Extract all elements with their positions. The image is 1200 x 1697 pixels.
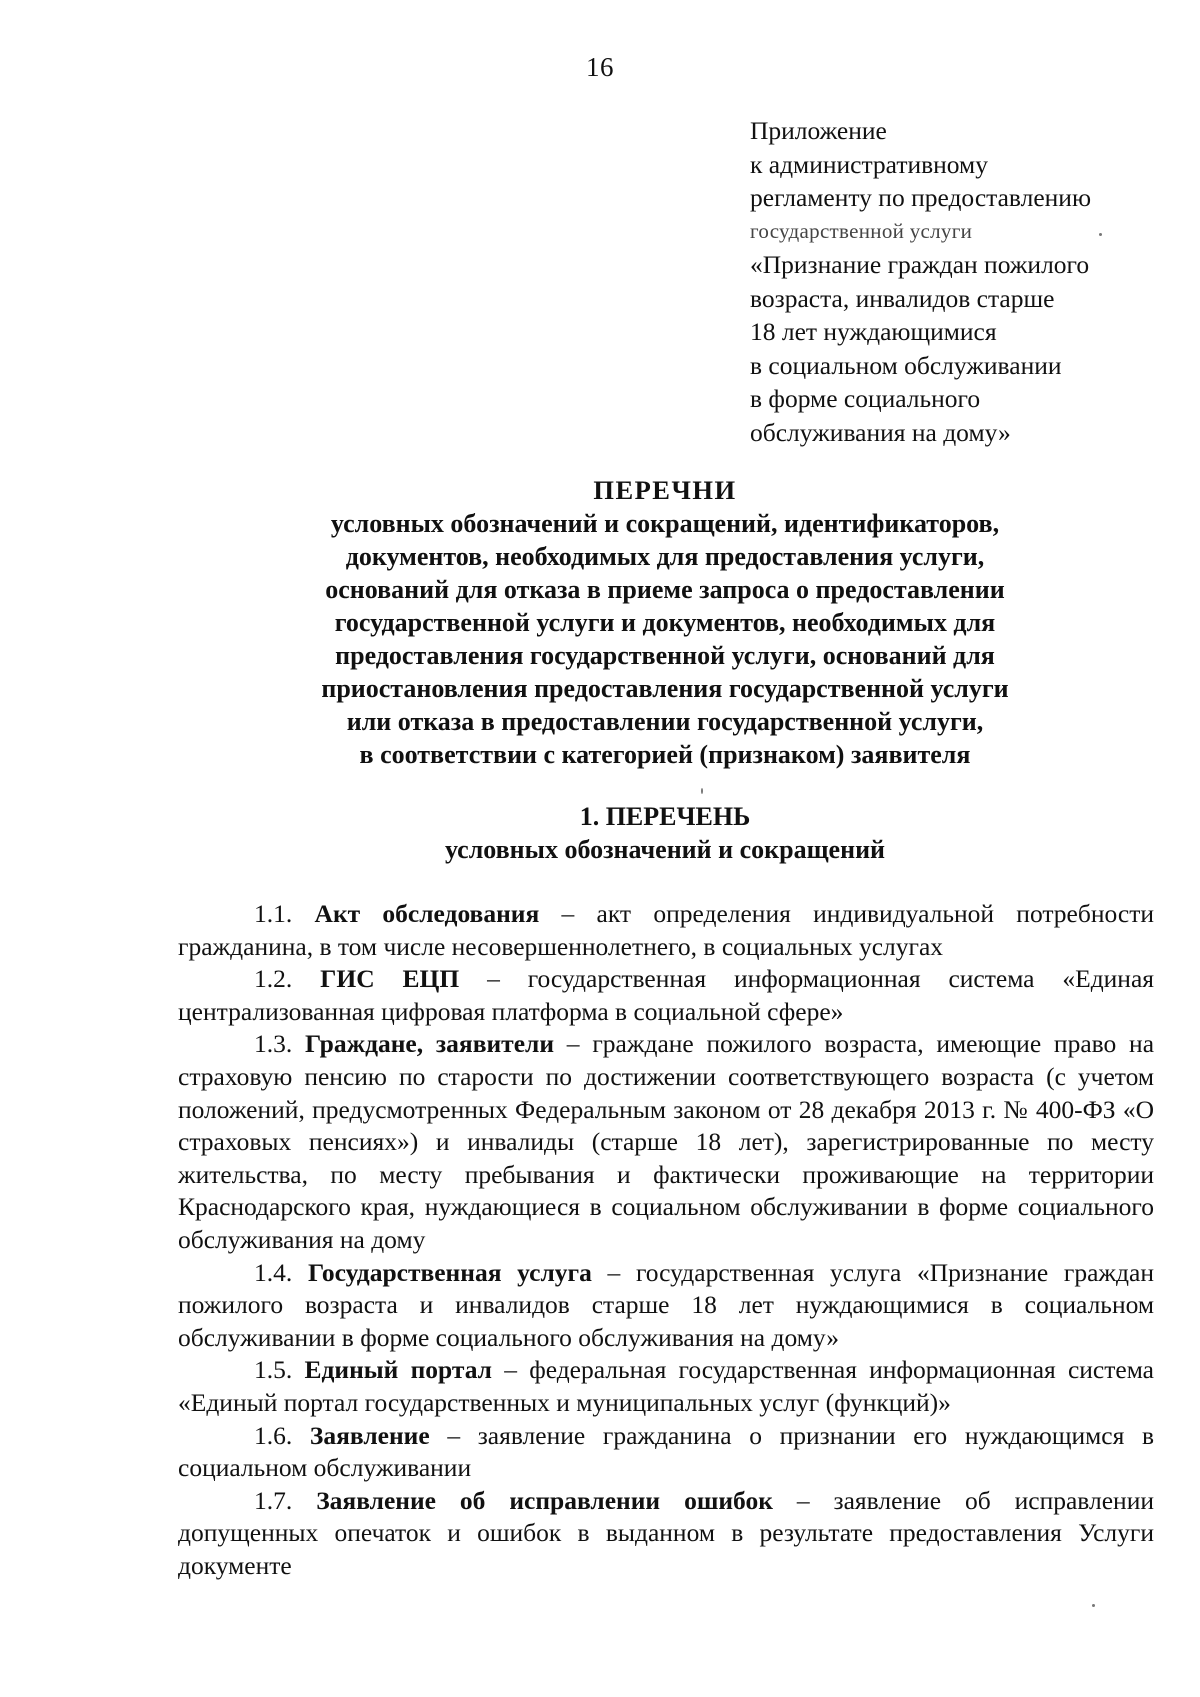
- item-term: Заявление об исправлении ошибок: [316, 1485, 773, 1515]
- section-heading: [180, 800, 1150, 866]
- item-number: 1.2.: [254, 964, 293, 994]
- scan-speck: [1092, 1604, 1095, 1607]
- definition-item: [178, 1257, 1154, 1355]
- annex-line: обслуживания на дому»: [750, 417, 1011, 447]
- annex-line: возраста, инвалидов старше: [750, 283, 1055, 313]
- item-text: – акт определения индивидуальной потребности гражданина, в том числе несовершеннолетнего, в социальных услугах: [178, 899, 1154, 961]
- item-term: Государственная услуга: [307, 1257, 592, 1287]
- title-line: в соответствии с категорией (признаком) заявителя: [359, 740, 971, 769]
- title-line: условных обозначений и сокращений, идентификаторов,: [330, 509, 1000, 538]
- definition-item: [178, 963, 1154, 1028]
- title-line: документов, необходимых для предоставления услуги,: [345, 542, 985, 571]
- annex-line: Приложение: [750, 116, 887, 145]
- item-text: – граждане пожилого возраста, имеющие право на страховую пенсию по старости по достижении соответствующего возраста (с учетом положений, предусмотренных Федеральным законом от 28 декабря 2013 г. № 400-ФЗ «О страховых пенсиях») и инвалиды (старше 18 лет), зарегистрированные по месту жительства, по месту пребывания и фактически проживающие на территории Краснодарского края, нуждающиеся в социальном обслуживании в форме социального обслуживания на дому: [178, 1029, 1155, 1254]
- definition-item: [178, 1420, 1154, 1485]
- title-line: предоставления государственной услуги, оснований для: [335, 641, 995, 670]
- annex-line: 18 лет нуждающимися: [750, 317, 997, 346]
- definitions-list: [178, 898, 1154, 1582]
- annex-header: [750, 114, 1170, 449]
- item-term: Заявление: [309, 1420, 430, 1450]
- item-text: – заявление гражданина о признании его нуждающимся в социальном обслуживании: [178, 1420, 1154, 1483]
- section-subtitle: условных обозначений и сокращений: [444, 835, 886, 864]
- annex-line: в форме социального: [750, 384, 981, 413]
- section-title: 1. ПЕРЕЧЕНЬ: [579, 802, 751, 831]
- annex-line: «Признание граждан пожилого: [750, 250, 1090, 279]
- scan-speck: [1099, 233, 1102, 236]
- definition-item: [178, 1485, 1154, 1583]
- annex-line: регламенту по предоставлению: [750, 183, 1092, 212]
- definition-item: [178, 1354, 1154, 1419]
- title-line: государственной услуги и документов, необходимых для: [334, 608, 996, 637]
- item-text: – федеральная государственная информационная система «Единый портал государственных и муниципальных услуг (функций)»: [178, 1355, 1154, 1417]
- item-term: Акт обследования: [314, 899, 540, 928]
- scan-speck: [701, 788, 703, 794]
- title-line: приостановления предоставления государственной услуги: [321, 674, 1009, 703]
- annex-line: к административному: [750, 149, 988, 179]
- page-number: 16: [586, 52, 614, 82]
- title-main: ПЕРЕЧНИ: [593, 475, 737, 505]
- title-line: оснований для отказа в приеме запроса о предоставлении: [325, 575, 1005, 604]
- item-term: Единый портал: [304, 1355, 492, 1385]
- item-number: 1.6.: [254, 1420, 293, 1450]
- item-number: 1.4.: [254, 1257, 293, 1287]
- item-term: Граждане, заявители: [305, 1029, 555, 1059]
- annex-line: в социальном обслуживании: [750, 350, 1062, 380]
- item-text: – заявление об исправлении допущенных опечаток и ошибок в выданном в результате предоставления Услуги документе: [178, 1485, 1154, 1580]
- item-text: – государственная информационная система «Единая централизованная цифровая платформа в социальной сфере»: [178, 964, 1155, 1026]
- item-number: 1.3.: [254, 1029, 293, 1059]
- item-number: 1.1.: [254, 899, 293, 928]
- item-number: 1.7.: [254, 1485, 293, 1515]
- definition-item: [178, 1028, 1154, 1256]
- definition-item: [178, 898, 1154, 963]
- item-term: ГИС ЕЦП: [320, 964, 460, 994]
- item-text: – государственная услуга «Признание граждан пожилого возраста и инвалидов старше 18 лет нуждающимися в социальном обслуживании в форме социального обслуживания на дому»: [178, 1257, 1154, 1352]
- annex-line: государственной услуги: [750, 218, 973, 243]
- item-number: 1.5.: [254, 1355, 293, 1385]
- title-line: или отказа в предоставлении государственной услуги,: [346, 707, 984, 736]
- document-title: [180, 474, 1150, 771]
